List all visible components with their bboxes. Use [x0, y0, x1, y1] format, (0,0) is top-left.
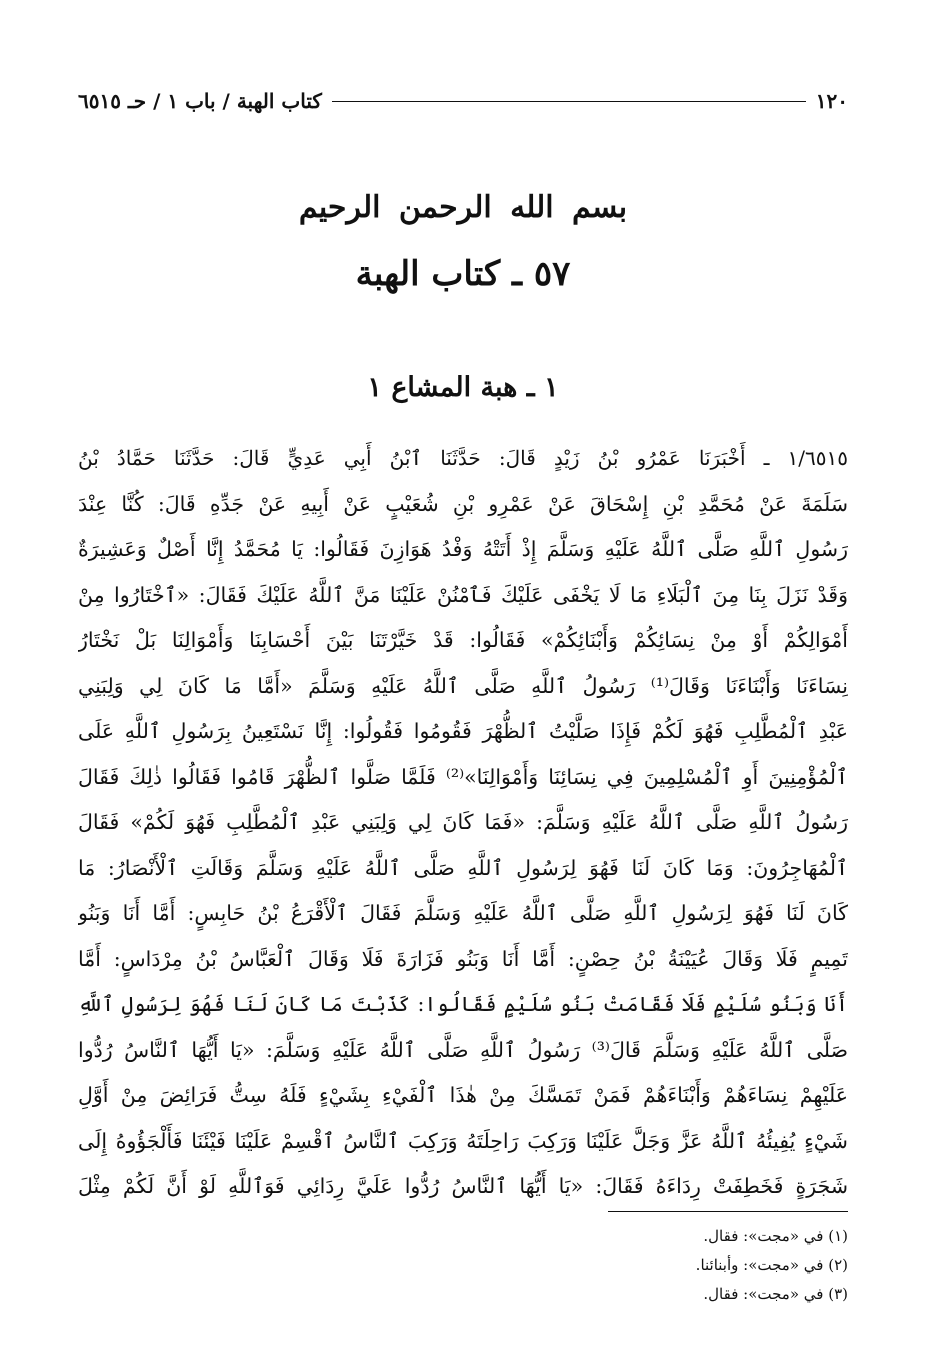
text-line: رَسُولِ ٱللَّهِ صَلَّى ٱللَّهُ عَلَيْهِ وَسَلَّمَ إِذْ أَتَتْهُ وَفْدُ هَوَازِنَ فَقَالُوا: يَا مُحَمَّدُ إِنَّا أَصْلٌ وَعَشِيرَةٌ: [78, 537, 848, 561]
book-title: ٥٧ ـ كتاب الهبة: [355, 254, 571, 294]
text-line: ٱلْمُهَاجِرُونَ: وَمَا كَانَ لَنَا فَهُوَ لِرَسُولِ ٱللَّهِ صَلَّى ٱللَّهُ عَلَيْهِ وَسَلَّمَ وَقَالَتِ ٱلْأَنْصَارُ: مَا: [78, 855, 848, 880]
footnote-3: (٣) في «مجت»: فقال.: [703, 1285, 848, 1303]
running-head: [78, 86, 848, 116]
text-line: سَلَمَةَ عَنْ مُحَمَّدِ بْنِ إِسْحَاقَ عَنْ عَمْرِو بْنِ شُعَيْبٍ عَنْ أَبِيهِ عَنْ جَدِّهِ قَالَ: كُنَّا عِنْدَ: [78, 491, 848, 516]
text-line: شَيْءٍ يُفِيئُهُ ٱللَّهُ عَزَّ وَجَلَّ عَلَيْنَا وَرَكِبَ رَاحِلَتَهُ وَرَكِبَ ٱلنَّاسُ ٱقْسِمْ عَلَيْنَا فَيْئَنَا فَأَلْجَؤُوهُ إِلَى: [78, 1128, 848, 1153]
text-line: عَلَيْهِمْ نِسَاءَهُمْ وَأَبْنَاءَهُمْ فَمَنْ تَمَسَّكَ مِنْ هٰذَا ٱلْفَيْءِ بِشَيْءٍ فَلَهُ سِتُّ فَرَائِضَ مِنْ أَوَّلِ: [78, 1083, 848, 1107]
text-line: صَلَّى ٱللَّهُ عَلَيْهِ وَسَلَّمَ قَالَ⁽³⁾ رَسُولُ ٱللَّهِ صَلَّى ٱللَّهُ عَلَيْهِ وَسَلَّمَ: «يَا أَيُّهَا ٱلنَّاسُ رُدُّوا: [78, 1037, 848, 1062]
page-number: ١٢٠: [815, 89, 848, 113]
footnotes: [78, 1222, 848, 1309]
basmala: بسم الله الرحمن الرحيم: [298, 190, 628, 225]
text-line: أَمْوَالِكُمْ أَوْ مِنْ نِسَائِكُمْ وَأَبْنَائِكُمْ» فَقَالُوا: قَدْ خَيَّرْتَنَا بَيْنَ أَحْسَابِنَا وَأَمْوَالِنَا بَلْ نَخْتَارُ: [78, 628, 848, 652]
text-line: رَسُولُ ٱللَّهِ صَلَّى ٱللَّهُ عَلَيْهِ وَسَلَّمَ: «فَمَا كَانَ لِي وَلِبَنِي عَبْدِ ٱلْمُطَّلِبِ فَهُوَ لَكُمْ» فَقَالَ: [78, 810, 848, 834]
book-page: [78, 0, 848, 1360]
chapter-title: ١ ـ هبة المشاع ١: [367, 372, 559, 403]
footnote-2: (٢) في «مجت»: وأبنائنا.: [695, 1256, 848, 1274]
text-line: وَقَدْ نَزَلَ بِنَا مِنَ ٱلْبَلَاءِ مَا لَا يَخْفَى عَلَيْكَ فَٱمْنُنْ عَلَيْنَا مَنَّ ٱللَّهُ عَلَيْكَ فَقَالَ: «ٱخْتَارُوا مِنْ: [78, 582, 848, 607]
text-line: تَمِيمٍ فَلَا وَقَالَ عُيَيْنَةُ بْنُ حِصْنٍ: أَمَّا أَنَا وَبَنُو فَزَارَةَ فَلَا وَقَالَ ٱلْعَبَّاسُ بْنُ مِرْدَاسٍ: أَمَّا: [78, 946, 848, 971]
running-head-rule: [332, 101, 806, 102]
footnote-1: (١) في «مجت»: فقال.: [703, 1227, 848, 1245]
text-line: شَجَرَةٍ فَخَطِفَتْ رِدَاءَهُ فَقَالَ: «يَا أَيُّهَا ٱلنَّاسُ رُدُّوا عَلَيَّ رِدَائِي فَوَٱللَّهِ لَوْ أَنَّ لَكُمْ مِثْلَ: [78, 1174, 848, 1198]
hadith-text: [78, 436, 848, 1210]
text-line: أَنَا وَبَنُو سُلَيْمٍ فَلَا فَقَامَتْ بَنُو سُلَيْمٍ فَقَالُوا: كَذَبْتَ مَا كَانَ لَنَا فَهُوَ لِرَسُولِ ٱللَّهِ: [78, 992, 848, 1016]
text-line: ٱلْمُؤْمِنِينَ أَوِ ٱلْمُسْلِمِينَ فِي نِسَائِنَا وَأَمْوَالِنَا»⁽²⁾ فَلَمَّا صَلَّوا ٱلظُّهْرَ قَامُوا فَقَالُوا ذٰلِكَ فَقَالَ: [78, 764, 848, 789]
text-line: ١/٦٥١٥ ـ أَخْبَرَنَا عَمْرُو بْنُ زَيْدٍ قَالَ: حَدَّثَنَا ٱبْنُ أَبِي عَدِيٍّ قَالَ: حَدَّثَنَا حَمَّادُ بْنُ: [78, 446, 848, 470]
footnote-separator: [608, 1211, 848, 1212]
running-head-title: كتاب الهبة / باب ١ / حـ ٦٥١٥: [78, 89, 322, 113]
text-line: نِسَاءَنَا وَأَبْنَاءَنَا وَقَالَ⁽¹⁾ رَسُولُ ٱللَّهِ صَلَّى ٱللَّهُ عَلَيْهِ وَسَلَّمَ «أَمَّا مَا كَانَ لِي وَلِبَنِي: [78, 673, 848, 698]
text-line: عَبْدِ ٱلْمُطَّلِبِ فَهُوَ لَكُمْ فَإِذَا صَلَّيْتُ ٱلظُّهْرَ فَقُومُوا فَقُولُوا: إِنَّا نَسْتَعِينُ بِرَسُولِ ٱللَّهِ عَلَى: [78, 719, 848, 743]
text-line: كَانَ لَنَا فَهُوَ لِرَسُولِ ٱللَّهِ صَلَّى ٱللَّهُ عَلَيْهِ وَسَلَّمَ فَقَالَ ٱلْأَقْرَعُ بْنُ حَابِسٍ: أَمَّا أَنَا وَبَنُو: [78, 901, 848, 925]
